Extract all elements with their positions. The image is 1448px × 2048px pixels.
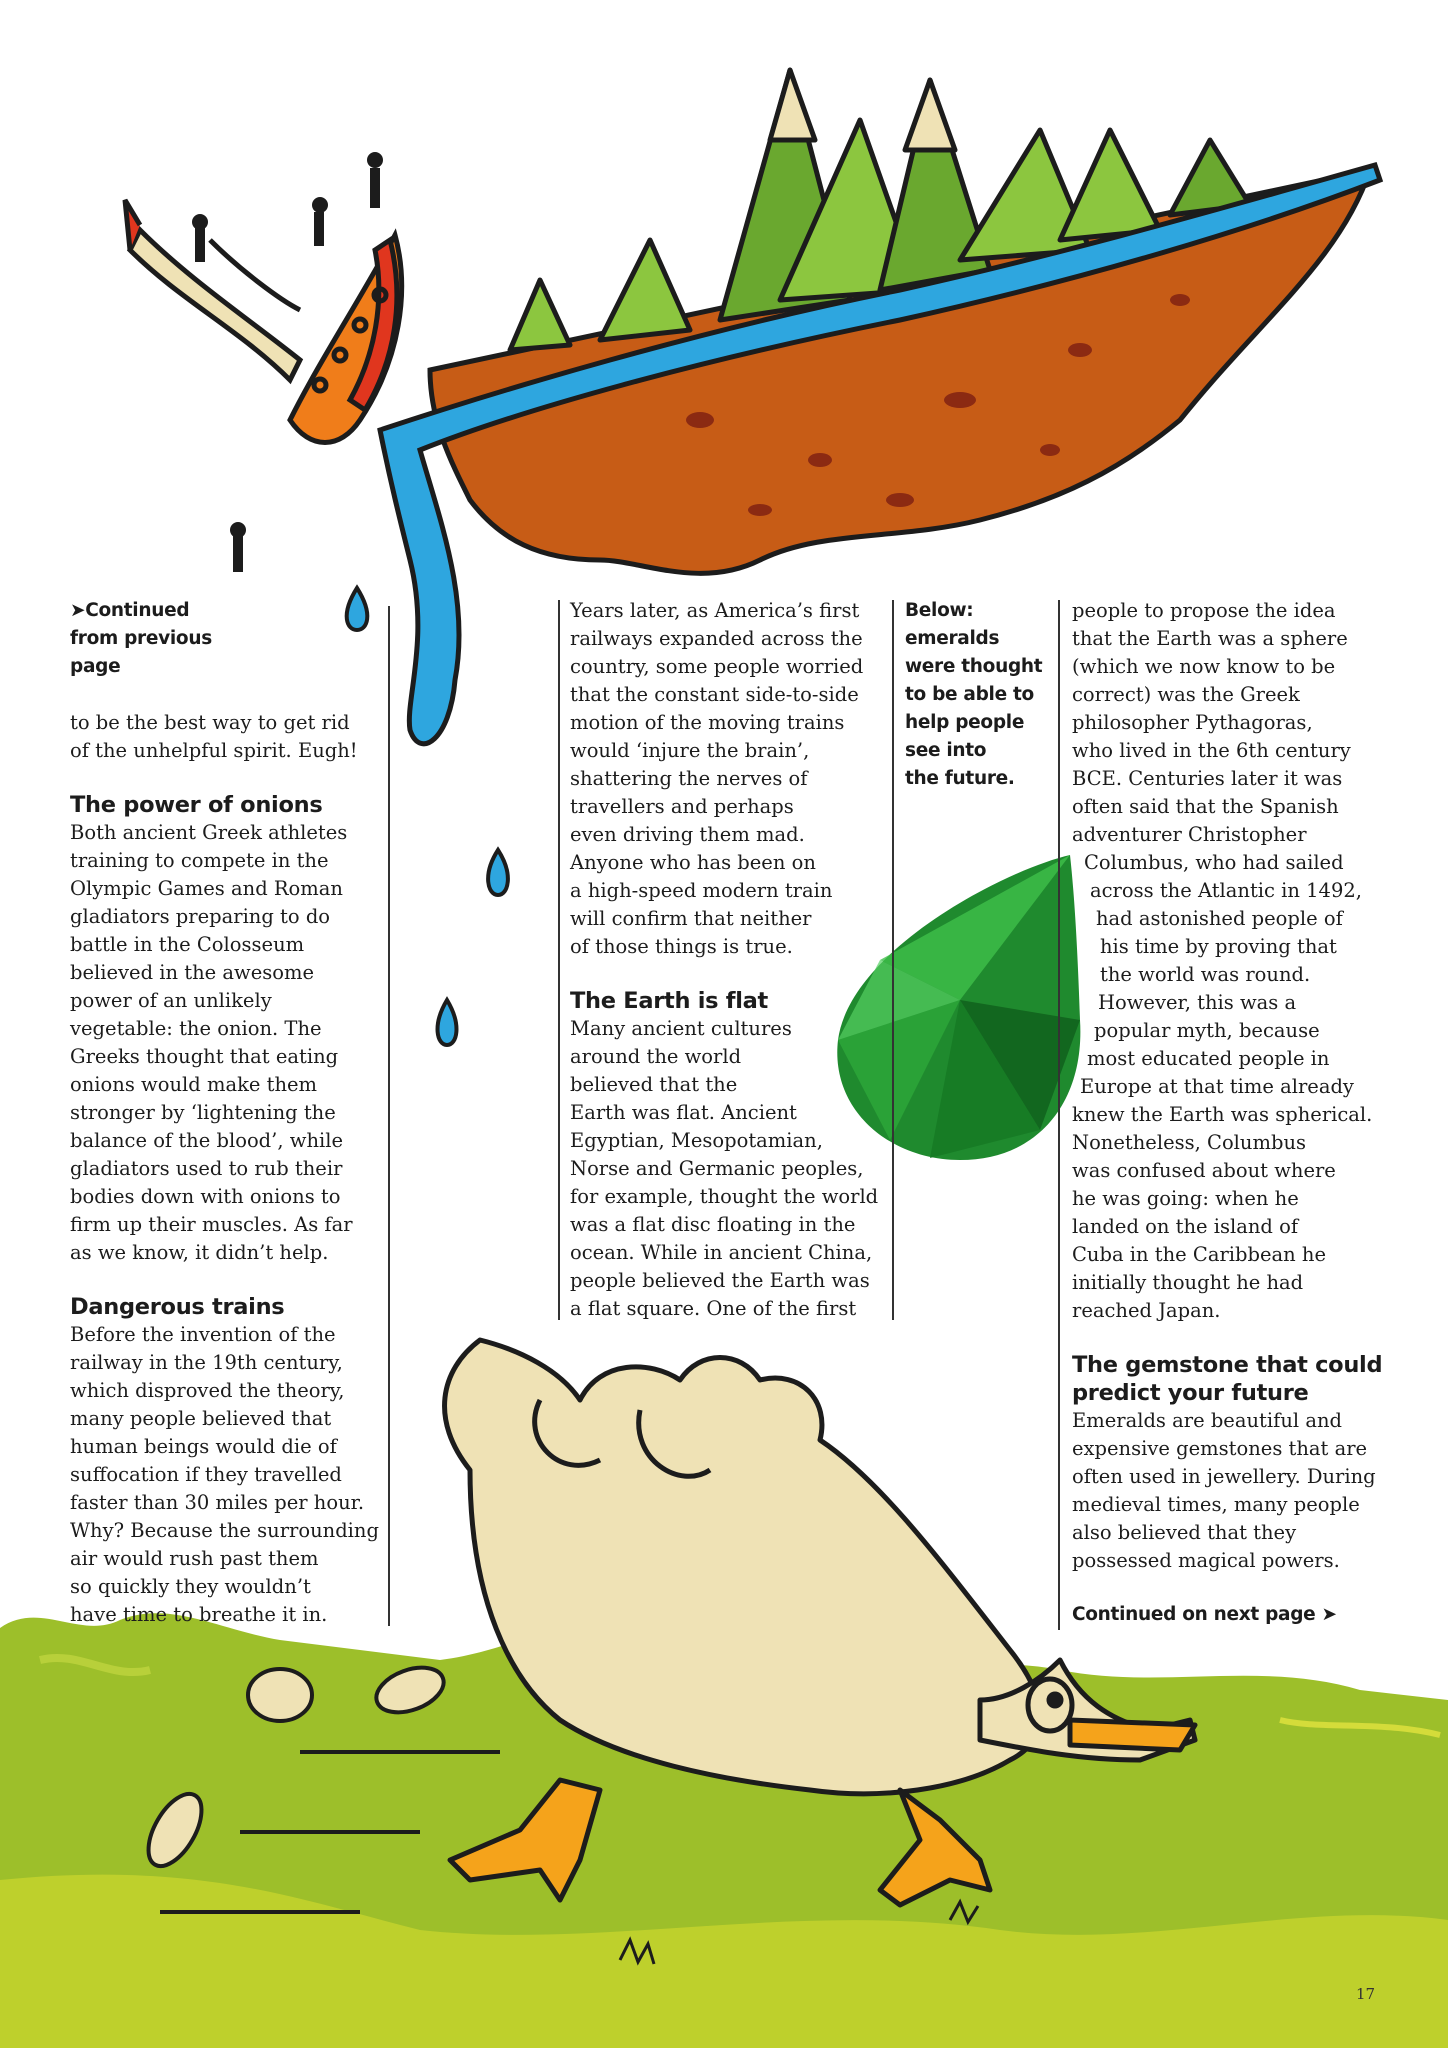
emerald-caption: Below: emeralds were thought to be able to help people see into the future. [905, 600, 1043, 789]
text-line: knew the Earth was spherical. [1072, 1103, 1373, 1126]
gemstone-heading: The gemstone that could predict your future [1072, 1352, 1383, 1406]
column-rule [892, 600, 894, 1320]
trains-continued-body: Years later, as America’s first railways expanded across the country, some people worried that the constant side-to-side motion of the moving trains would ‘injure the brain’, shattering the nerves of travellers and perhaps even driving them mad. Anyone who has been on a high-speed modern train will confirm that neither of those things is true. [570, 599, 864, 958]
text-line: was confused about where [1072, 1159, 1336, 1182]
column-rule [558, 600, 560, 1320]
text-line: often said that the Spanish [1072, 795, 1339, 818]
earth-flat-heading: The Earth is flat [570, 988, 768, 1014]
column-two [570, 597, 890, 1323]
onions-body: Both ancient Greek athletes training to compete in the Olympic Games and Roman gladiators preparing to do battle in the Colosseum believed in the awesome power of an unlikely vegetable: the onion. The Greeks thought that eating onions would make them stronger by ‘lightening the balance of the blood’, while gladiators used to rub their bodies down with onions to firm up their muscles. As far as we know, it didn’t help. [70, 821, 353, 1264]
text-line: who lived in the 6th century [1072, 739, 1351, 762]
column-rule [1058, 600, 1060, 1630]
text-line: that the Earth was a sphere [1072, 627, 1348, 650]
text-line: Cuba in the Caribbean he [1072, 1243, 1327, 1266]
text-line: the world was round. [1100, 963, 1311, 986]
text-line: correct) was the Greek [1072, 683, 1300, 706]
continued-next-label: Continued on next page [1072, 1604, 1316, 1625]
caption-column [905, 597, 1055, 793]
trains-body: Before the invention of the railway in the 19th century, which disproved the theory, many people believed that human beings would die of suffocation if they travelled faster than 30 miles per hour. Why? Because the surrounding air would rush past them so quickly they wouldn’t have time to breathe it in. [70, 1323, 379, 1626]
text-line: Europe at that time already [1080, 1075, 1354, 1098]
text-line: had astonished people of [1096, 907, 1343, 930]
text-line: his time by proving that [1100, 935, 1337, 958]
text-line: reached Japan. [1072, 1299, 1221, 1322]
column-one [70, 597, 380, 1629]
text-line: people to propose the idea [1072, 599, 1336, 622]
text-line: initially thought he had [1072, 1271, 1304, 1294]
text-line: (which we now know to be [1072, 655, 1336, 678]
earth-flat-body: Many ancient cultures around the world believed that the Earth was flat. Ancient Egyptian, Mesopotamian, Norse and Germanic peoples, for example, thought the world was a flat disc floating in the ocean. While in ancient China, people believed the Earth was a flat square. One of the first [570, 1017, 879, 1320]
column-four [1072, 597, 1442, 1629]
text-line: However, this was a [1098, 991, 1297, 1014]
continued-from-label: Continued from previous page [70, 600, 212, 677]
intro-text: to be the best way to get rid of the unhelpful spirit. Eugh! [70, 711, 358, 762]
text-line: popular myth, because [1094, 1019, 1320, 1042]
continued-from-previous [70, 597, 380, 681]
page-number: 17 [1356, 1985, 1376, 2003]
onions-heading: The power of onions [70, 792, 323, 818]
trains-heading: Dangerous trains [70, 1294, 285, 1320]
text-line: across the Atlantic in 1492, [1090, 879, 1362, 902]
text-line: philosopher Pythagoras, [1072, 711, 1313, 734]
text-line: BCE. Centuries later it was [1072, 767, 1343, 790]
continued-next-page[interactable] [1072, 1601, 1442, 1629]
earth-flat-continued-body [1072, 597, 1442, 1325]
text-line: landed on the island of [1072, 1215, 1299, 1238]
arrow-right-icon: ➤ [70, 600, 86, 621]
arrow-right-icon: ➤ [1321, 1604, 1337, 1625]
text-line: Nonetheless, Columbus [1072, 1131, 1307, 1154]
column-rule [388, 606, 390, 1626]
ship-illustration [125, 200, 402, 443]
text-line: most educated people in [1087, 1047, 1330, 1070]
text-line: adventurer Christopher [1072, 823, 1307, 846]
gemstone-body: Emeralds are beautiful and expensive gemstones that are often used in jewellery. During medieval times, many people also believed that they possessed magical powers. [1072, 1409, 1376, 1572]
text-line: Columbus, who had sailed [1084, 851, 1344, 874]
text-line: he was going: when he [1072, 1187, 1299, 1210]
